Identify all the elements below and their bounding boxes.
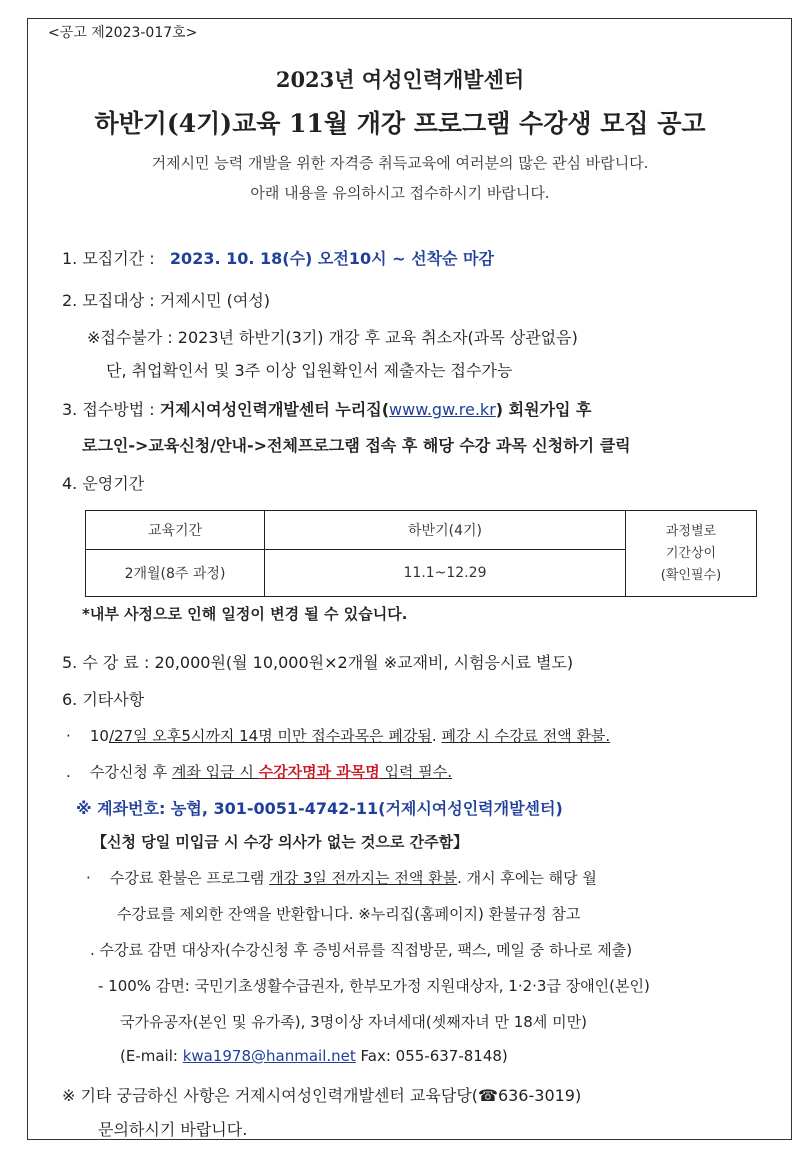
recruitment-period: 2023. 10. 18(수) 오전10시 ~ 선착순 마감	[169, 249, 494, 268]
section-2-note-2: 단, 취업확인서 및 3주 이상 입원확인서 제출자는 접수가능	[106, 361, 513, 380]
document-number: <공고 제2023-017호>	[48, 25, 198, 41]
contact-info	[120, 1047, 508, 1065]
table-side-note	[626, 511, 757, 597]
payment-text-c: 수강자명과 과목명	[258, 763, 380, 781]
payment-text-a: 수강신청 후	[89, 763, 172, 781]
bullet: ·	[66, 727, 71, 745]
schedule-table	[85, 510, 757, 597]
contact-fax: Fax: 055-637-8148)	[355, 1047, 508, 1065]
bank-account: ※ 계좌번호: 농협, 301-0051-4742-11(거제시여성인력개발센터)	[76, 799, 563, 818]
refund-text-c: . 개시 후에는 해당 월	[457, 869, 597, 887]
bullet: .	[66, 763, 71, 781]
item-refund	[86, 867, 597, 888]
cancel-text-a: 10	[89, 727, 109, 745]
refund-text-b: 개강 3일 전까지는 전액 환불	[269, 869, 458, 887]
table-header-period: 교육기간	[86, 511, 265, 550]
intro-line-2: 아래 내용을 유의하시고 접수하시기 바랍니다.	[250, 184, 550, 202]
table-header-term: 하반기(4기)	[265, 511, 626, 550]
cancel-text-b: /27일 오후5시까지 14명 미만 접수과목은 폐강됨	[108, 727, 432, 745]
footer-line-2: 문의하시기 바랍니다.	[98, 1120, 248, 1139]
table-cell-duration: 2개월(8주 과정)	[86, 550, 265, 597]
title-line-2: 하반기(4기)교육 11월 개강 프로그램 수강생 모집 공고	[94, 109, 706, 138]
table-side-note-line-3: (확인필수)	[660, 567, 722, 583]
payment-text-b: 계좌 입금 시	[171, 763, 259, 781]
table-side-note-line-2: 기간상이	[665, 545, 717, 561]
website-link[interactable]: www.gw.re.kr	[389, 400, 496, 419]
payment-text-d: 입력 필수.	[379, 763, 453, 781]
section-3	[62, 397, 592, 420]
refund-line-2: 수강료를 제외한 잔액을 반환합니다. ※누리집(홈페이지) 환불규정 참고	[117, 905, 581, 923]
section-5-tuition: 5. 수 강 료 : 20,000원(월 10,000원×2개월 ※교재비, 시험응시료 별도)	[62, 653, 574, 672]
table-side-note-line-1: 과정별로	[665, 523, 717, 539]
item-payment-input	[66, 761, 452, 782]
schedule-change-notice: *내부 사정으로 인해 일정이 변경 될 수 있습니다.	[82, 605, 408, 623]
table-cell-dates: 11.1~12.29	[265, 550, 626, 597]
section-3-text-a: 거제시여성인력개발센터 누리집(	[159, 400, 390, 419]
unpaid-warning: 【신청 당일 미입금 시 수강 의사가 없는 것으로 간주함】	[92, 833, 469, 851]
intro-line-1: 거제시민 능력 개발을 위한 자격증 취득교육에 여러분의 많은 관심 바랍니다.	[151, 154, 649, 172]
discount-detail-2: 국가유공자(본인 및 유가족), 3명이상 자녀세대(셋째자녀 만 18세 미만)	[120, 1013, 587, 1031]
section-3-label: 3. 접수방법 :	[62, 400, 155, 419]
item-discount: . 수강료 감면 대상자(수강신청 후 증빙서류를 직접방문, 팩스, 메일 중 하나로 제출)	[90, 941, 633, 959]
section-4-label: 4. 운영기간	[62, 474, 145, 493]
email-link[interactable]: kwa1978@hanmail.net	[182, 1047, 356, 1065]
footer-line-1: ※ 기타 궁금하신 사항은 거제시여성인력개발센터 교육담당(☎636-3019)	[62, 1086, 582, 1105]
section-3-line-2: 로그인->교육신청/안내->전체프로그램 접속 후 해당 수강 과목 신청하기 클릭	[82, 436, 631, 455]
section-1-label: 1. 모집기간 :	[62, 249, 155, 268]
cancel-text-c: .	[431, 727, 442, 745]
bullet: ·	[86, 869, 91, 887]
section-2-note-1: ※접수불가 : 2023년 하반기(3기) 개강 후 교육 취소자(과목 상관없음)	[87, 328, 578, 347]
item-cancellation	[66, 725, 610, 746]
section-6-label: 6. 기타사항	[62, 690, 145, 709]
section-2-label: 2. 모집대상 : 거제시민 (여성)	[62, 291, 271, 310]
discount-detail-1: - 100% 감면: 국민기초생활수급권자, 한부모가정 지원대상자, 1·2·3급 장애인(본인)	[98, 977, 650, 995]
refund-text-a: 수강료 환불은 프로그램	[109, 869, 270, 887]
section-1	[62, 246, 494, 269]
cancel-text-d: 폐강 시 수강료 전액 환불.	[441, 727, 611, 745]
contact-prefix: (E-mail:	[120, 1047, 183, 1065]
section-3-text-b: ) 회원가입 후	[495, 400, 592, 419]
title-line-1: 2023년 여성인력개발센터	[275, 67, 525, 92]
